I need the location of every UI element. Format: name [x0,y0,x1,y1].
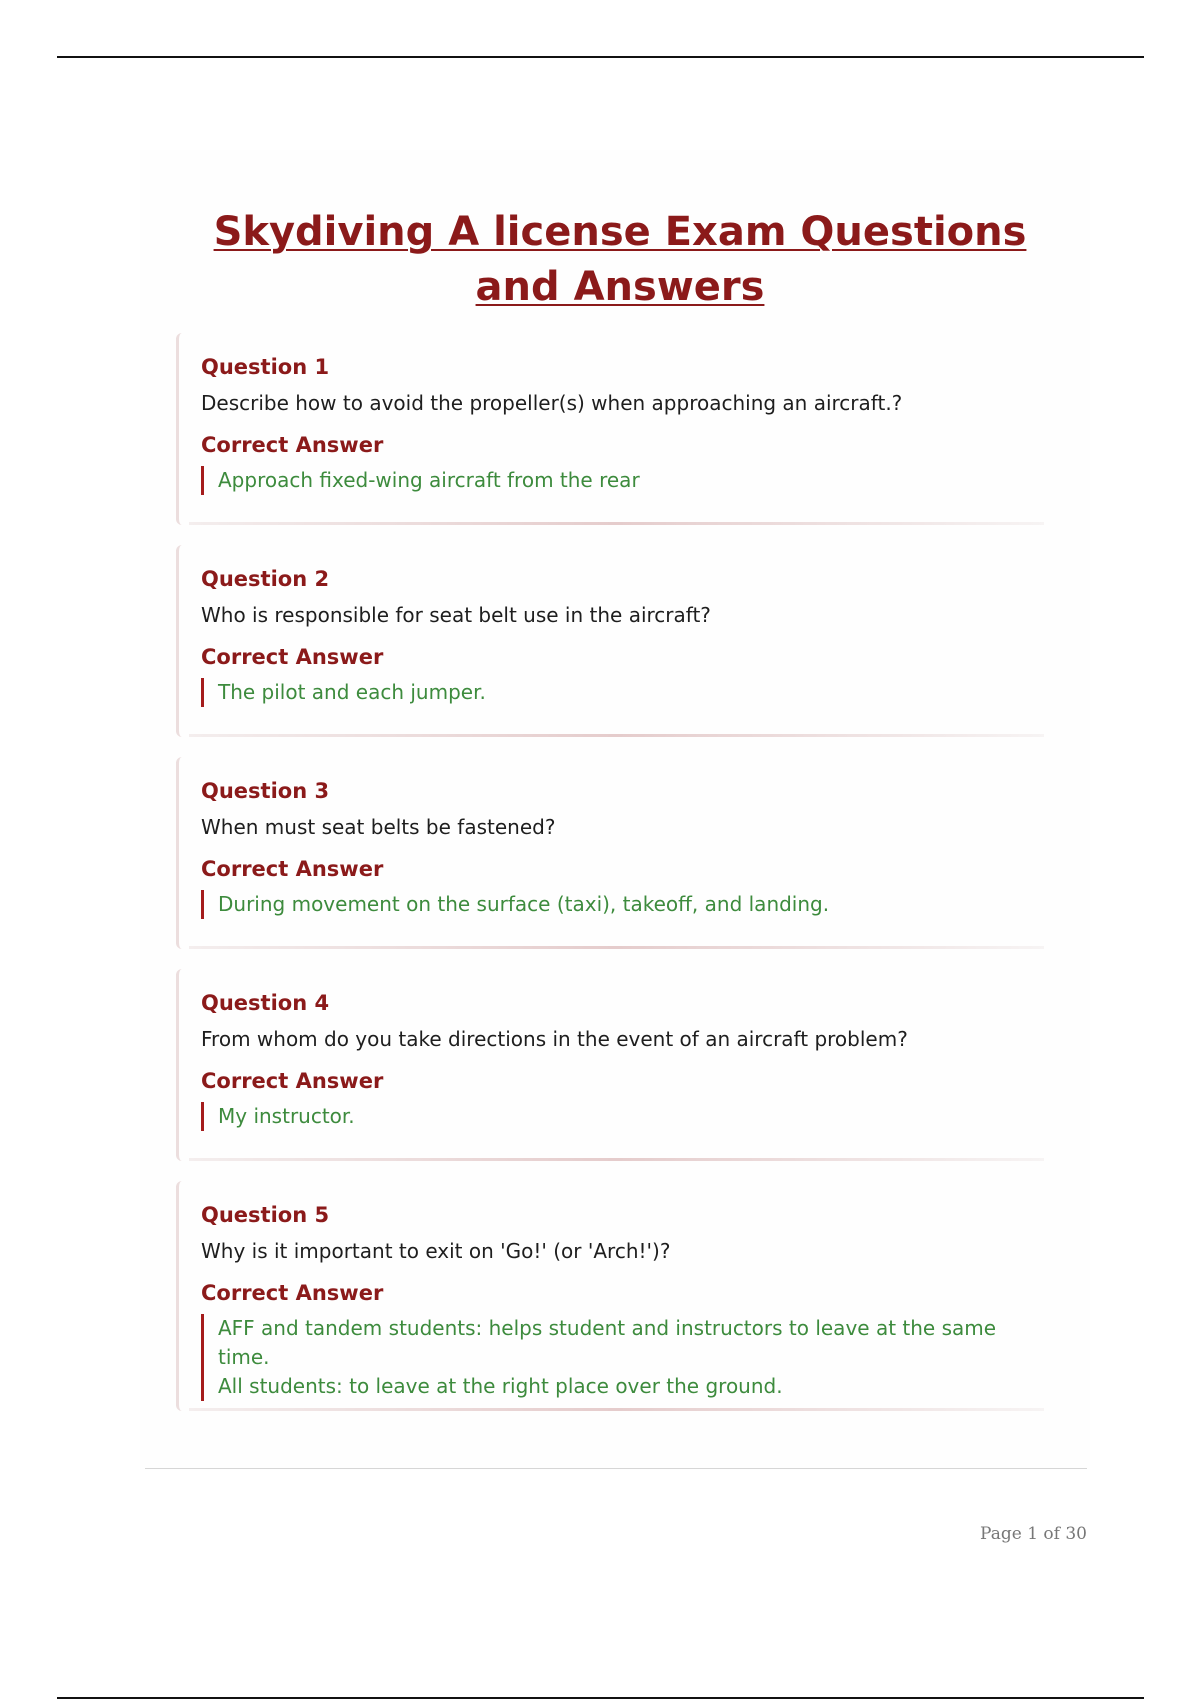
answer-text: Approach fixed-wing aircraft from the rear [201,466,1044,495]
correct-answer-heading: Correct Answer [201,1281,384,1305]
page-number: Page 1 of 30 [980,1524,1087,1544]
question-text: Who is responsible for seat belt use in the aircraft? [201,603,711,627]
question-card-2 [176,545,1044,737]
question-card-5 [176,1181,1044,1411]
question-label: Question 5 [201,1203,330,1227]
question-card-1 [176,333,1044,525]
correct-answer-heading: Correct Answer [201,433,384,457]
footer-divider [145,1468,1087,1469]
question-card-4 [176,969,1044,1161]
correct-answer-heading: Correct Answer [201,857,384,881]
document-title: Skydiving A license Exam Questions and Answers [213,209,1027,310]
question-list [176,333,1044,1431]
question-label: Question 3 [201,779,330,803]
bottom-rule [57,1697,1144,1699]
top-rule [57,56,1144,58]
correct-answer-heading: Correct Answer [201,645,384,669]
question-label: Question 1 [201,355,330,379]
question-text: Describe how to avoid the propeller(s) when approaching an aircraft.? [201,391,903,415]
question-label: Question 2 [201,567,330,591]
correct-answer-heading: Correct Answer [201,1069,384,1093]
question-label: Question 4 [201,991,330,1015]
question-text: From whom do you take directions in the event of an aircraft problem? [201,1027,908,1051]
question-text: When must seat belts be fastened? [201,815,556,839]
answer-text: AFF and tandem students: helps student and instructors to leave at the same time. All students: to leave at the right place over the ground. [201,1314,1044,1401]
question-text: Why is it important to exit on 'Go!' (or 'Arch!')? [201,1239,671,1263]
answer-text: During movement on the surface (taxi), takeoff, and landing. [201,890,1044,919]
answer-text: The pilot and each jumper. [201,678,1044,707]
question-card-3 [176,757,1044,949]
answer-text: My instructor. [201,1102,1044,1131]
